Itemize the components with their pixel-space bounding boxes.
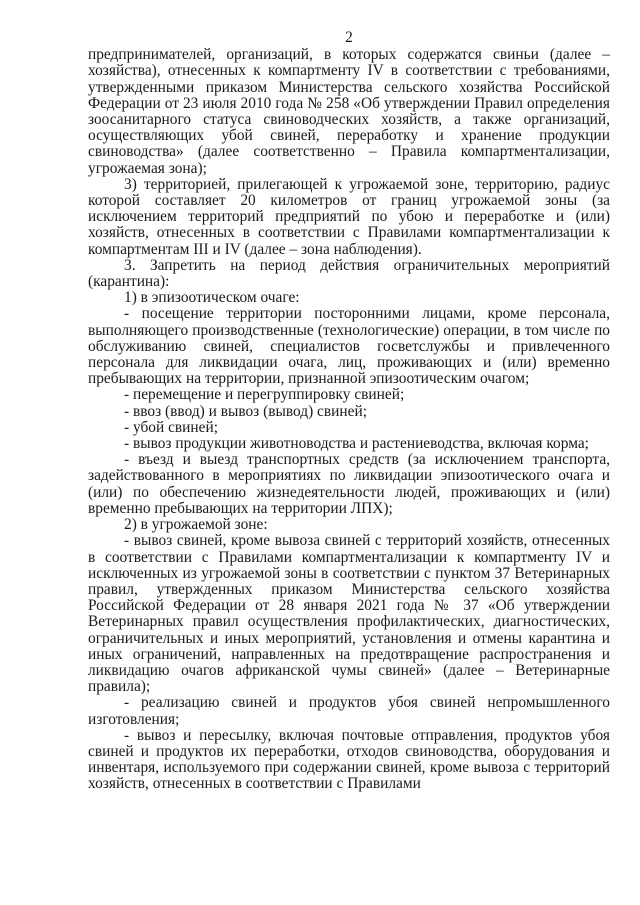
paragraph: - перемещение и перегруппировку свиней;	[124, 386, 405, 404]
paragraph: - посещение территории посторонними лицами, кроме персонала, выполняющего производственные (технологические) операции, в том числе по обслуживанию свиней, специалистов госветслужбы и привлеченного персонала для ликвидации очага, лиц, проживающих и (или) временно пребывающих на территории, признанной эпизоотическим очагом;	[88, 305, 610, 388]
paragraph: - въезд и выезд транспортных средств (за исключением транспорта, задействованного в мероприятиях по ликвидации эпизоотического очага и (или) по обеспечению жизнедеятельности людей, проживающих и (или) временно пребывающих на территории ЛПХ);	[88, 451, 610, 517]
paragraph: 2) в угрожаемой зоне:	[124, 516, 268, 534]
document-body	[88, 47, 610, 792]
paragraph: 1) в эпизоотическом очаге:	[124, 289, 300, 307]
paragraph: - вывоз свиней, кроме вывоза свиней с территорий хозяйств, отнесенных в соответствии с Правилами компартментализации к компартменту IV и исключенных из угрожаемой зоны в соответствии с пунктом 37 Ветеринарных правил, утвержденных приказом Министерства сельского хозяйства Российской Федерации от 28 января 2021 года № 37 «Об утверждении Ветеринарных правил осуществления профилактических, диагностических, ограничительных и иных мероприятий, установления и отмены карантина и иных ограничений, направленных на предотвращение распространения и ликвидацию очагов африканской чумы свиней» (далее – Ветеринарные правила);	[88, 532, 610, 696]
paragraph: - вывоз и пересылку, включая почтовые отправления, продуктов убоя свиней и продуктов их переработки, отходов свиноводства, оборудования и инвентаря, используемого при содержании свиней, кроме вывоза с территорий хозяйств, отнесенных в соответствии с Правилами	[88, 726, 610, 793]
paragraph: - вывоз продукции животноводства и растениеводства, включая корма;	[124, 435, 589, 453]
paragraph: 3) территорией, прилегающей к угрожаемой зоне, территорию, радиус которой составляет 20 километров от границ угрожаемой зоны (за исключением территорий предприятий по убою и переработке и (или) хозяйств, отнесенных в соответствии с Правилами компартментализации к компартментам III и IV (далее – зона наблюдения).	[88, 175, 610, 258]
paragraph: - реализацию свиней и продуктов убоя свиней непромышленного изготовления;	[88, 694, 610, 728]
paragraph: предпринимателей, организаций, в которых содержатся свиньи (далее – хозяйства), отнесенных к компартменту IV в соответствии с требованиями, утвержденными приказом Министерства сельского хозяйства Российской Федерации от 23 июля 2010 года № 258 «Об утверждении Правил определения зоосанитарного статуса свиноводческих хозяйств, а также организаций, осуществляющих убой свиней, переработку и хранение продукции свиноводства» (далее соответственно – Правила компартментализации, угрожаемая зона);	[88, 46, 610, 177]
page-number: 2	[345, 29, 353, 46]
paragraph: - убой свиней;	[124, 418, 218, 436]
paragraph: 3. Запретить на период действия ограничительных мероприятий (карантина):	[88, 256, 610, 291]
paragraph: - ввоз (ввод) и вывоз (вывод) свиней;	[124, 402, 367, 420]
document-page	[88, 30, 610, 793]
